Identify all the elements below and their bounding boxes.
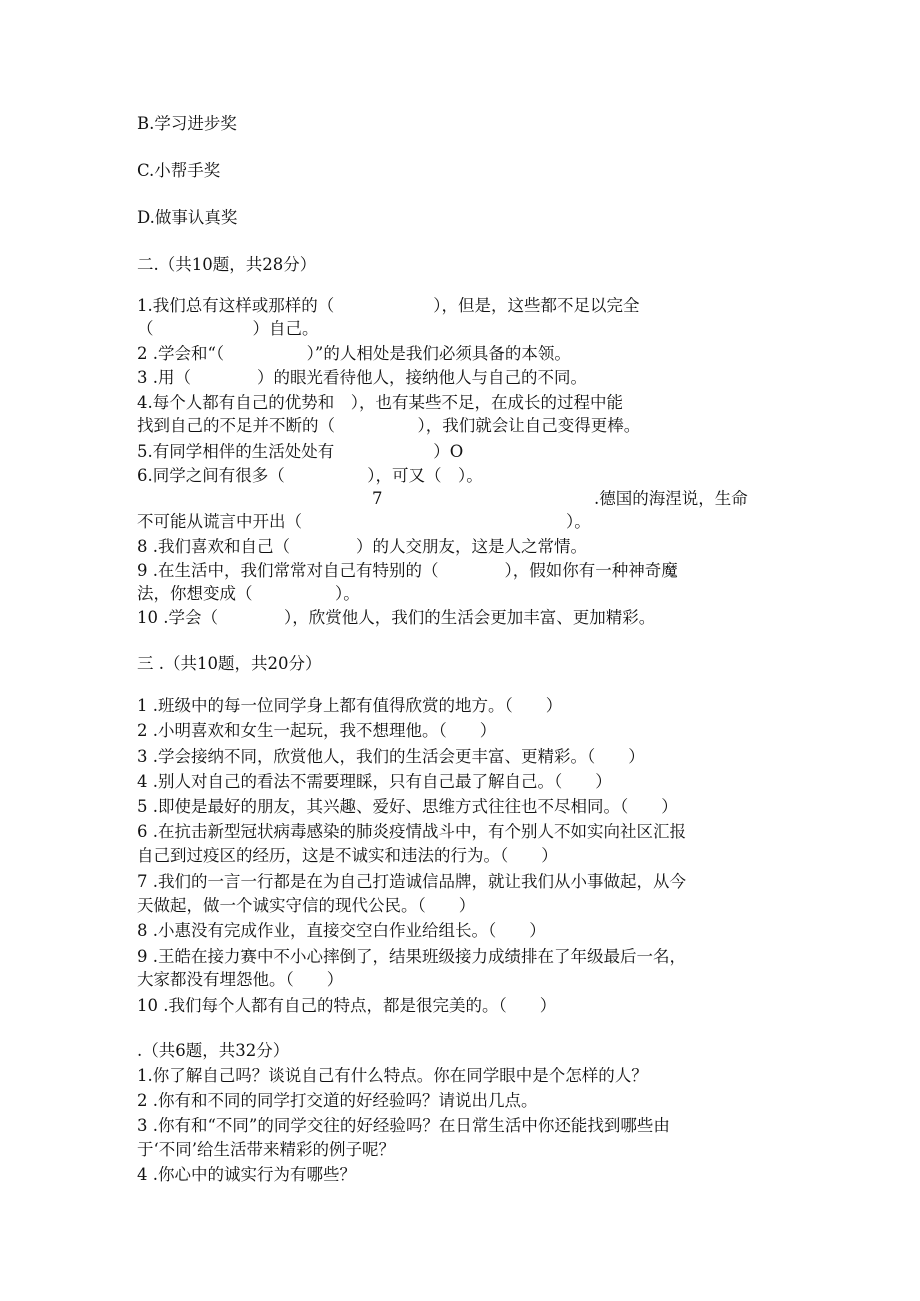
s2-q4-line2: 找到自己的不足并不断的（ ），我们就会让自己变得更棒。 [137,416,641,435]
s3-q9-line2: 大家都没有埋怨他。（ ） [137,970,344,989]
s3-q9-line1: 9 .王皓在接力赛中不小心摔倒了，结果班级接力成绩排在了年级最后一名， [137,947,686,966]
s2-q6: 6.同学之间有很多（ ），可又（ ）。 [137,466,483,485]
s3-q7-line1: 7 .我们的一言一行都是在为自己打造诚信品牌，就让我们从小事做起，从今 [137,872,686,891]
s2-q7-number: 7 [372,489,383,508]
s3-q8: 8 .小惠没有完成作业，直接交空白作业给组长。（ ） [137,921,546,940]
s2-q1-line1: 1.我们总有这样或那样的（ ），但是，这些都不足以完全 [137,296,640,315]
s2-q4-line1: 4.每个人都有自己的优势和 ），也有某些不足，在成长的过程中能 [137,393,623,412]
s2-q7-line1: .德国的海涅说，生命 [594,489,748,508]
option-d: D.做事认真奖 [137,208,238,227]
s2-q1-line2: （ ）自己。 [137,319,319,338]
s4-q4: 4 .你心中的诚实行为有哪些？ [137,1165,356,1184]
s3-q7-line2: 天做起，做一个诚实守信的现代公民。（ ） [137,896,476,915]
s4-q1: 1.你了解自己吗？谈说自己有什么特点。你在同学眼中是个怎样的人？ [137,1066,648,1085]
s4-q3-line2: 于‘不同’给生活带来精彩的例子呢？ [137,1140,395,1159]
s2-q9-line2: 法，你想变成（ ）。 [137,584,360,603]
section-4-heading: .（共6题，共32分） [137,1041,290,1060]
section-2-heading: 二.（共10题，共28分） [137,255,317,274]
s4-q3-line1: 3 .你有和“不同”的同学交往的好经验吗？在日常生活中你还能找到哪些由 [137,1116,670,1135]
s3-q3: 3 .学会接纳不同，欣赏他人，我们的生活会更丰富、更精彩。（ ） [137,747,645,766]
s3-q5: 5 .即使是最好的朋友，其兴趣、爱好、思维方式往往也不尽相同。（ ） [137,797,678,816]
s2-q8: 8 .我们喜欢和自己（ ）的人交朋友，这是人之常情。 [137,537,587,556]
s3-q10: 10 .我们每个人都有自己的特点，都是很完美的。（ ） [137,996,557,1015]
s2-q2: 2 .学会和“（ ）”的人相处是我们必须具备的本领。 [137,344,571,363]
s3-q2: 2 .小明喜欢和女生一起玩，我不想理他。（ ） [137,721,497,740]
s2-q10: 10 .学会（ ），欣赏他人，我们的生活会更加丰富、更加精彩。 [137,608,656,627]
s4-q2: 2 .你有和不同的同学打交道的好经验吗？请说出几点。 [137,1091,538,1110]
s2-q3: 3 .用（ ）的眼光看待他人，接纳他人与自己的不同。 [137,368,587,387]
s3-q6-line1: 6 .在抗击新型冠状病毒感染的肺炎疫情战斗中，有个别人不如实向社区汇报 [137,822,686,841]
s2-q7-line2: 不可能从谎言中开出（ ）。 [137,512,591,531]
option-b: B.学习进步奖 [137,114,237,133]
s2-q5: 5.有同学相伴的生活处处有 ）O [137,442,464,461]
option-c: C.小帮手奖 [137,161,221,180]
s2-q9-line1: 9 .在生活中，我们常常对自己有特别的（ ），假如你有一种神奇魔 [137,561,678,580]
section-3-heading: 三 .（共10题，共20分） [137,654,322,673]
s3-q4: 4 .别人对自己的看法不需要理睬，只有自己最了解自己。（ ） [137,772,612,791]
s3-q6-line2: 自己到过疫区的经历，这是不诚实和违法的行为。（ ） [137,846,558,865]
s3-q1: 1 .班级中的每一位同学身上都有值得欣赏的地方。（ ） [137,696,563,715]
